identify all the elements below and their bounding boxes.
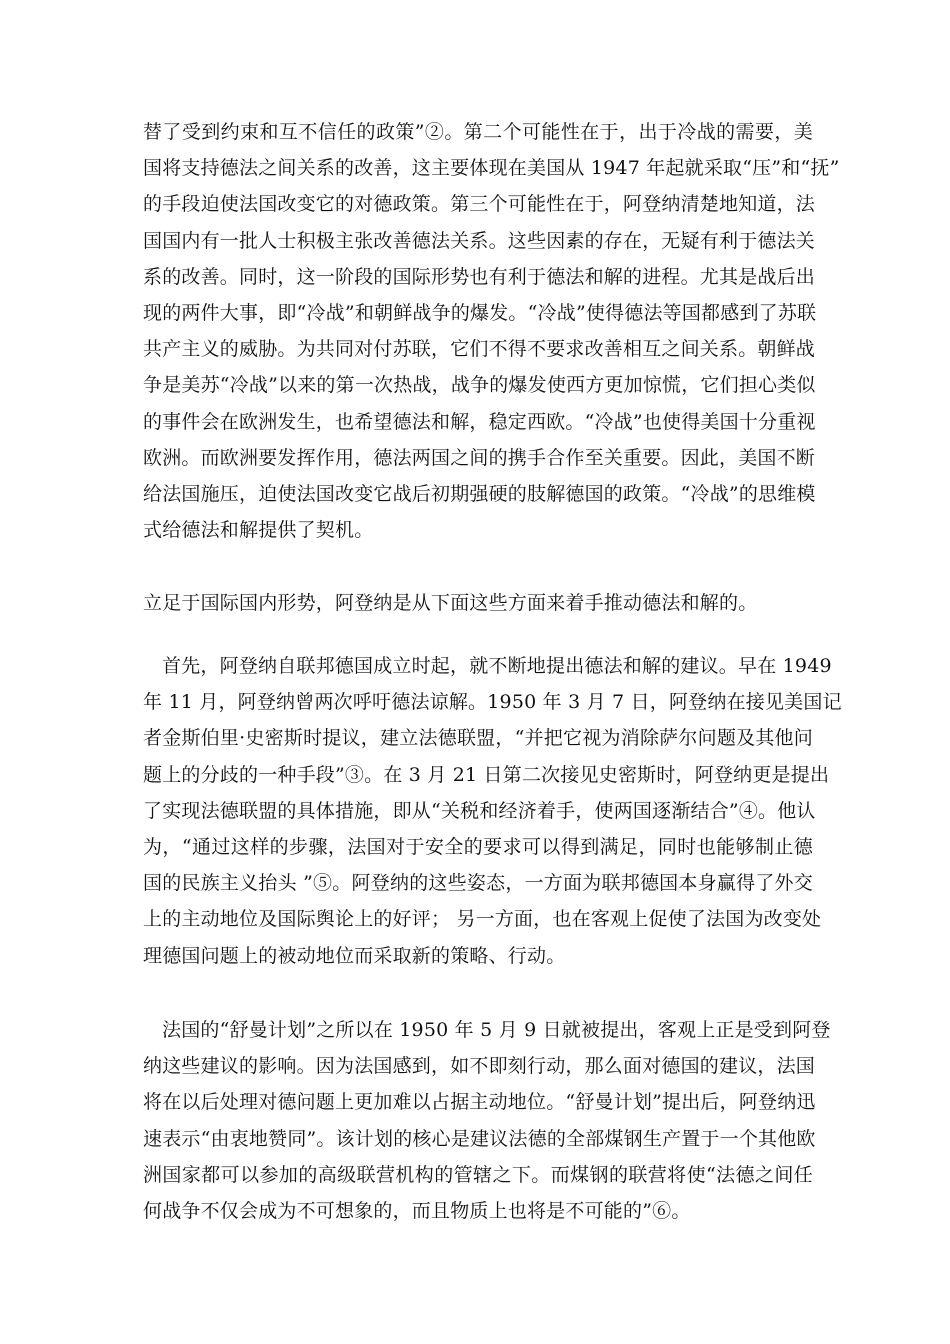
text-line: 系的改善。同时，这一阶段的国际形势也有利于德法和解的进程。尤其是战后出 <box>143 265 816 288</box>
text-line: 替了受到约束和互不信任的政策”②。第二个可能性在于，出于冷战的需要，美 <box>143 121 813 143</box>
text-line: 将在以后处理对德问题上更加难以占据主动地位。“舒曼计划”提出后，阿登纳迅 <box>143 1091 816 1114</box>
paragraph-transition <box>143 585 813 621</box>
text-line: 洲国家都可以参加的高级联营机构的管辖之下。而煤钢的联营将使“法德之间任 <box>143 1163 813 1186</box>
text-line: 速表示“由衷地赞同”。该计划的核心是建议法德的全部煤钢生产置于一个其他欧 <box>143 1127 816 1150</box>
paragraph-cold-war-context <box>143 114 840 548</box>
text-line: 现的两件大事，即“冷战”和朝鲜战争的爆发。“冷战”使得德法等国都感到了苏联 <box>143 301 817 324</box>
text-line: 国国内有一批人士积极主张改善德法关系。这些因素的存在，无疑有利于德法关 <box>143 229 816 252</box>
text-line: 年 11 月，阿登纳曾两次呼吁德法谅解。1950 年 3 月 7 日，阿登纳在接见美国记 <box>143 691 842 714</box>
text-line: 国的民族主义抬头 ”⑤。阿登纳的这些姿态，一方面为联邦德国本身赢得了外交 <box>143 872 813 895</box>
paragraph-adenauer-proposals <box>143 648 842 974</box>
text-line: 争是美苏“冷战”以来的第一次热战，战争的爆发使西方更加惊慌，它们担心类似 <box>143 374 816 397</box>
text-line: 纳这些建议的影响。因为法国感到，如不即刻行动，那么面对德国的建议，法国 <box>143 1055 816 1078</box>
text-line: 者金斯伯里·史密斯时提议，建立法德联盟，“并把它视为消除萨尔问题及其他问 <box>143 727 813 750</box>
text-line: 法国的“舒曼计划”之所以在 1950 年 5 月 9 日就被提出，客观上正是受到阿登 <box>162 1019 831 1041</box>
text-line: 共产主义的威胁。为共同对付苏联，它们不得不要求改善相互之间关系。朝鲜战 <box>143 338 816 361</box>
text-line: 欧洲。而欧洲要发挥作用，德法两国之间的携手合作至关重要。因此，美国不断 <box>143 446 816 469</box>
text-line: 的手段迫使法国改变它的对德政策。第三个可能性在于，阿登纳清楚地知道，法 <box>143 193 816 216</box>
paragraph-schuman-plan <box>143 1012 831 1229</box>
text-line: 式给德法和解提供了契机。 <box>143 519 374 542</box>
text-line: 了实现法德联盟的具体措施，即从“关税和经济着手，使两国逐渐结合”④。他认 <box>143 799 816 822</box>
text-line: 给法国施压，迫使法国改变它战后初期强硬的肢解德国的政策。“冷战”的思维模 <box>143 482 816 505</box>
text-line: 何战争不仅会成为不可想象的，而且物质上也将是不可能的”⑥。 <box>143 1199 691 1222</box>
text-line: 理德国问题上的被动地位而采取新的策略、行动。 <box>143 944 566 967</box>
text-line: 的事件会在欧洲发生，也希望德法和解，稳定西欧。“冷战”也使得美国十分重视 <box>143 410 816 433</box>
text-line: 立足于国际国内形势，阿登纳是从下面这些方面来着手推动德法和解的。 <box>143 592 758 614</box>
text-line: 首先，阿登纳自联邦德国成立时起，就不断地提出德法和解的建议。早在 1949 <box>162 655 832 677</box>
text-line: 为，“通过这样的步骤，法国对于安全的要求可以得到满足，同时也能够制止德 <box>143 835 813 858</box>
text-line: 上的主动地位及国际舆论上的好评； 另一方面，也在客观上促使了法国为改变处 <box>143 908 822 931</box>
text-line: 题上的分歧的一种手段”③。在 3 月 21 日第二次接见史密斯时，阿登纳更是提出 <box>143 763 830 786</box>
text-line: 国将支持德法之间关系的改善，这主要体现在美国从 1947 年起就采取“压”和“抚” <box>143 157 840 180</box>
